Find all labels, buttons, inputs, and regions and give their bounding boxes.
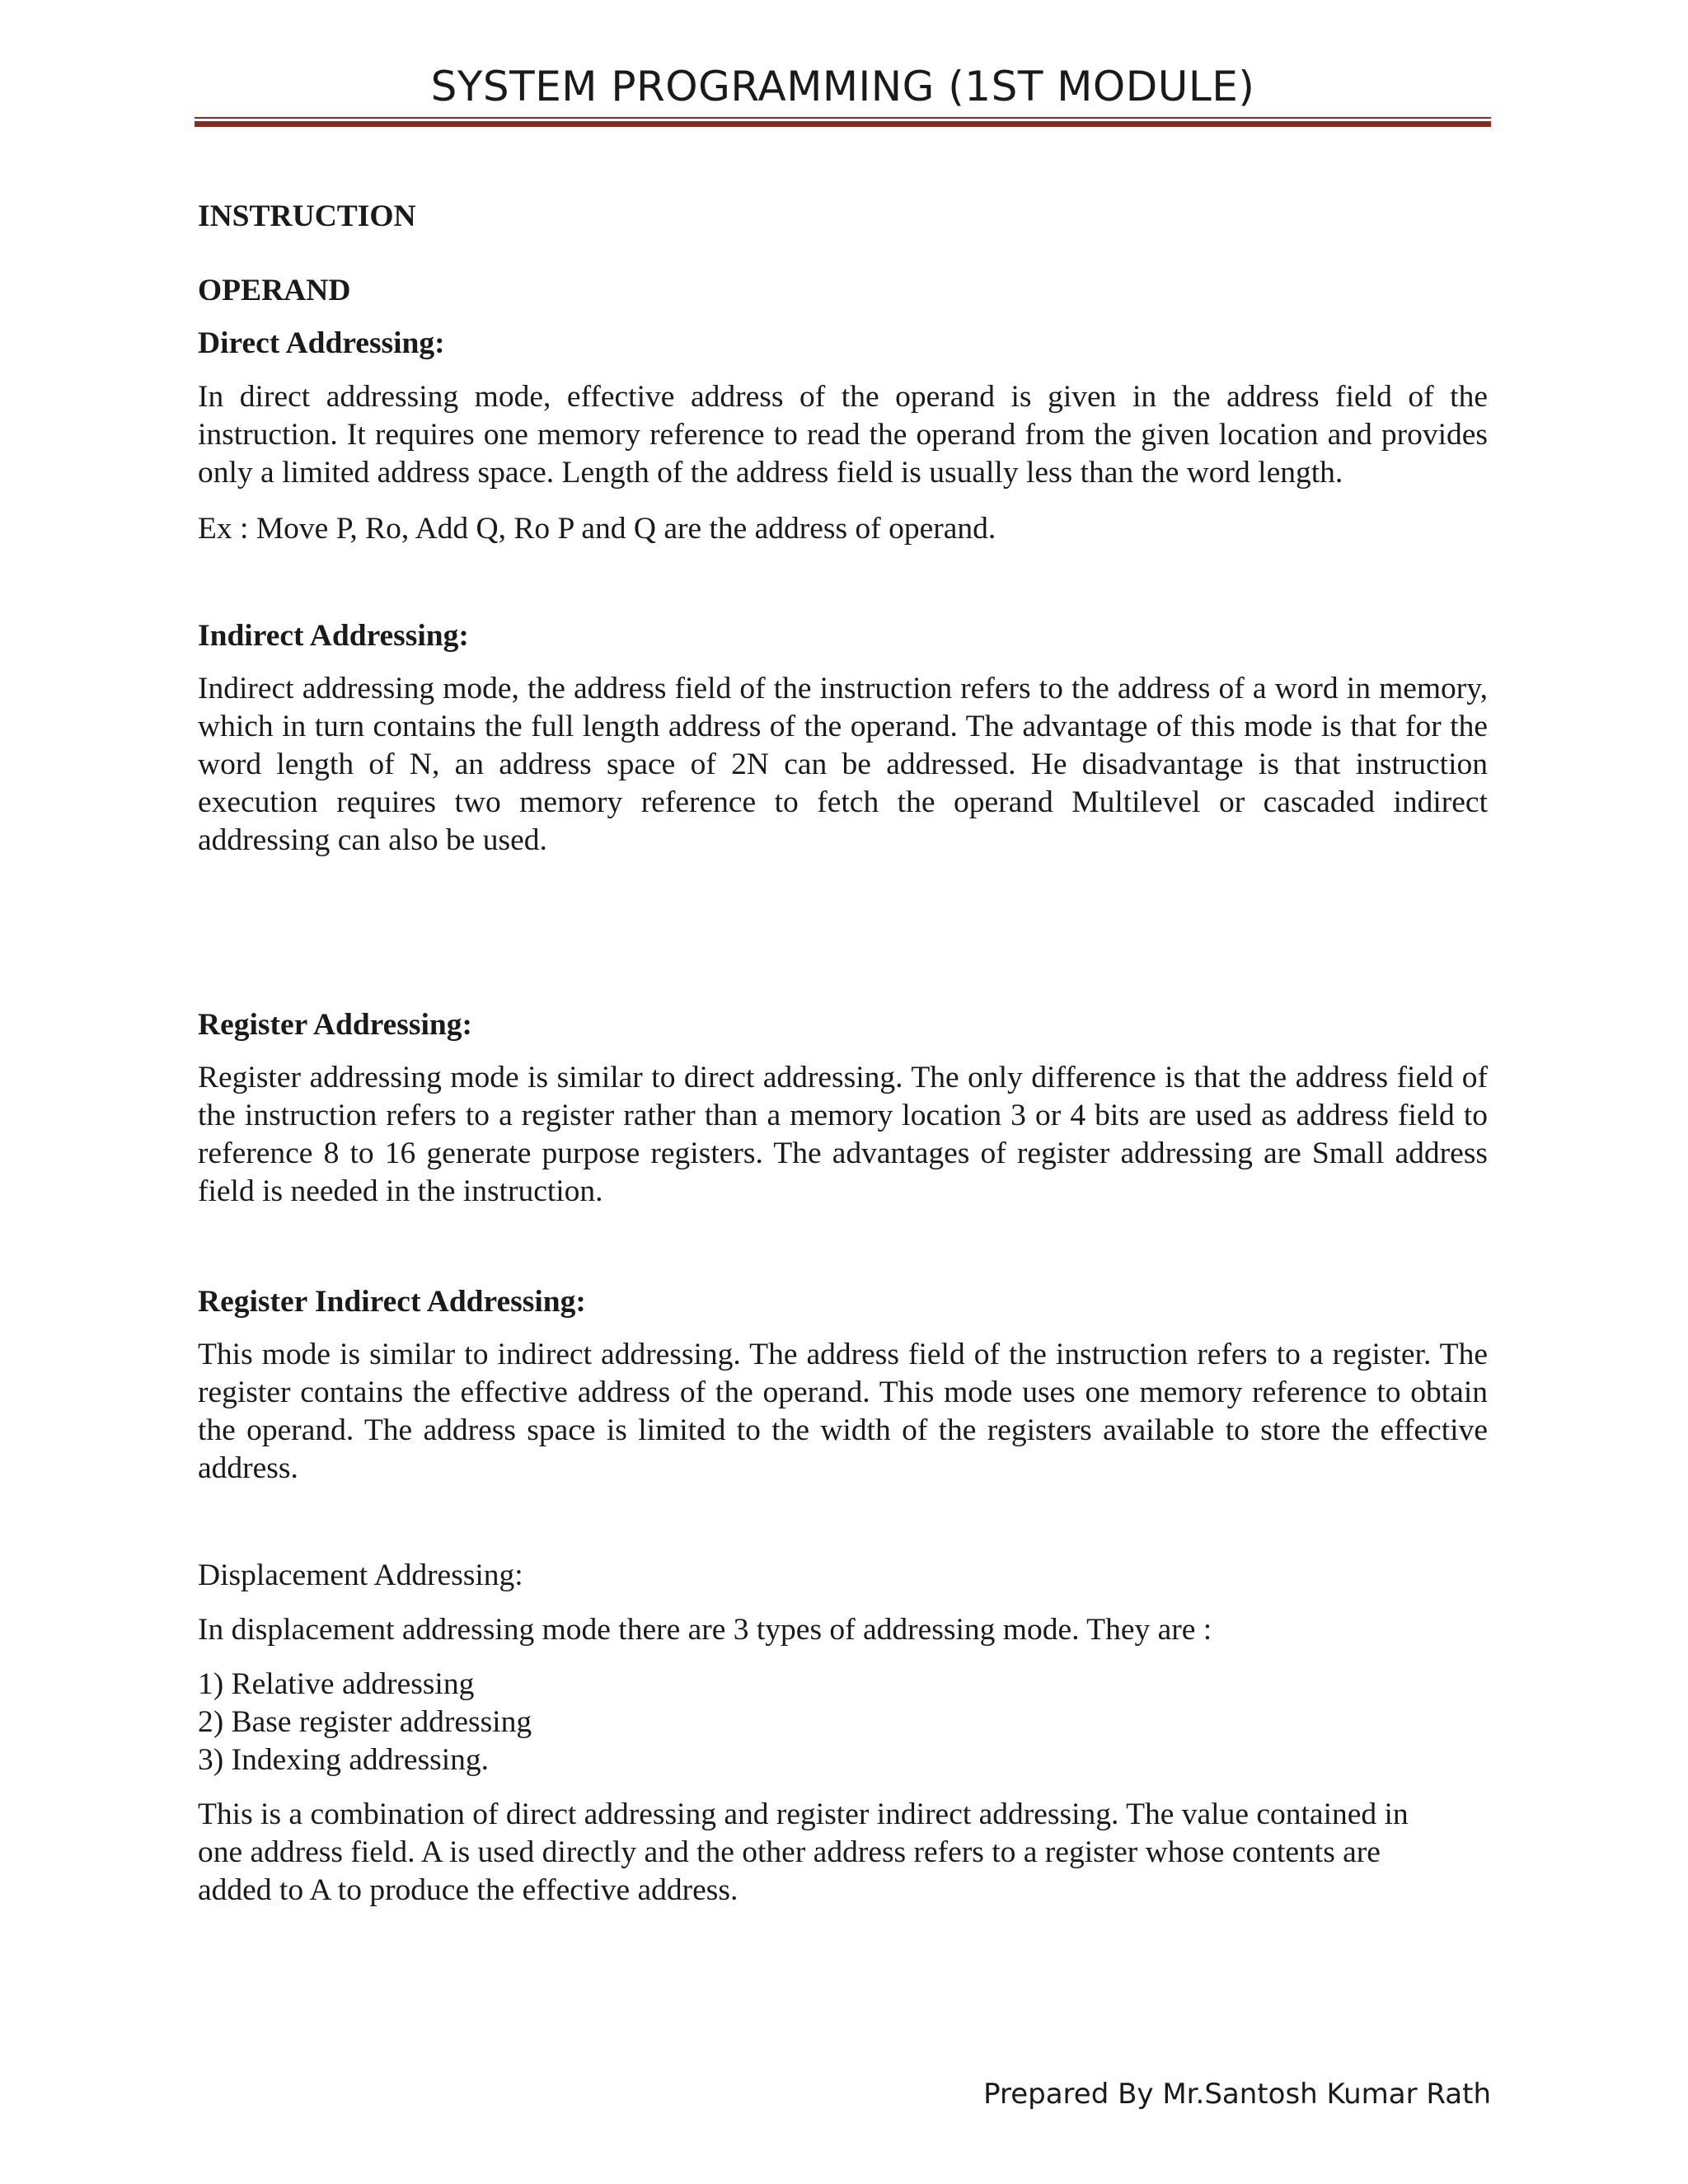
paragraph-register-addressing: Register addressing mode is similar to direct addressing. The only difference is that the address field of the instruction refers to a register rather than a memory location 3 or 4 bits are used as address field to reference 8 to 16 generate purpose registers. The advantages of register addressing are Small address field is needed in the instruction. bbox=[198, 1061, 1488, 1208]
heading-register-indirect-addressing: Register Indirect Addressing: bbox=[198, 1285, 586, 1319]
footer-credit: Prepared By Mr.Santosh Kumar Rath bbox=[983, 2078, 1491, 2111]
heading-instruction: INSTRUCTION bbox=[198, 199, 416, 233]
paragraph-register-indirect-addressing: This mode is similar to indirect addressing. The address field of the instruction refers to a register. The register contains the effective address of the operand. This mode uses one memory reference to obtain the operand. The address space is limited to the width of the registers available to store the effective address. bbox=[198, 1338, 1488, 1485]
paragraph-indirect-addressing: Indirect addressing mode, the address field of the instruction refers to the address of a word in memory, which in turn contains the full length address of the operand. The advantage of this mode is that for the word length of N, an address space of 2N can be addressed. He disadvantage is that instruction execution requires two memory reference to fetch the operand Multilevel or cascaded indirect addressing can also be used. bbox=[198, 672, 1488, 857]
paragraph-direct-example: Ex : Move P, Ro, Add Q, Ro P and Q are the address of operand. bbox=[198, 512, 996, 546]
header-rule-thick bbox=[195, 121, 1491, 127]
displacement-type-list bbox=[198, 1666, 1488, 1779]
paragraph-displacement-body: This is a combination of direct addressing and register indirect addressing. The value contained in one address field. A is used directly and the other address refers to a register whose contents are added to A to produce the effective address. bbox=[198, 1797, 1409, 1907]
paragraph-displacement-intro: In displacement addressing mode there are 3 types of addressing mode. They are : bbox=[198, 1613, 1212, 1647]
heading-indirect-addressing: Indirect Addressing: bbox=[198, 619, 469, 653]
list-item: 3) Indexing addressing. bbox=[198, 1743, 490, 1777]
paragraph-direct-addressing: In direct addressing mode, effective address of the operand is given in the address field of the instruction. It requires one memory reference to read the operand from the given location and provides only a limited address space. Length of the address field is usually less than the word length. bbox=[198, 380, 1488, 490]
page-header-title: SYSTEM PROGRAMMING (1ST MODULE) bbox=[430, 63, 1255, 110]
document-body bbox=[198, 198, 1488, 1910]
header-rule-thin bbox=[195, 117, 1491, 119]
heading-direct-addressing: Direct Addressing: bbox=[198, 326, 445, 360]
list-item: 2) Base register addressing bbox=[198, 1705, 532, 1739]
list-item: 1) Relative addressing bbox=[198, 1667, 475, 1701]
heading-operand: OPERAND bbox=[198, 274, 351, 307]
heading-register-addressing: Register Addressing: bbox=[198, 1008, 472, 1042]
heading-displacement-addressing: Displacement Addressing: bbox=[198, 1558, 523, 1592]
